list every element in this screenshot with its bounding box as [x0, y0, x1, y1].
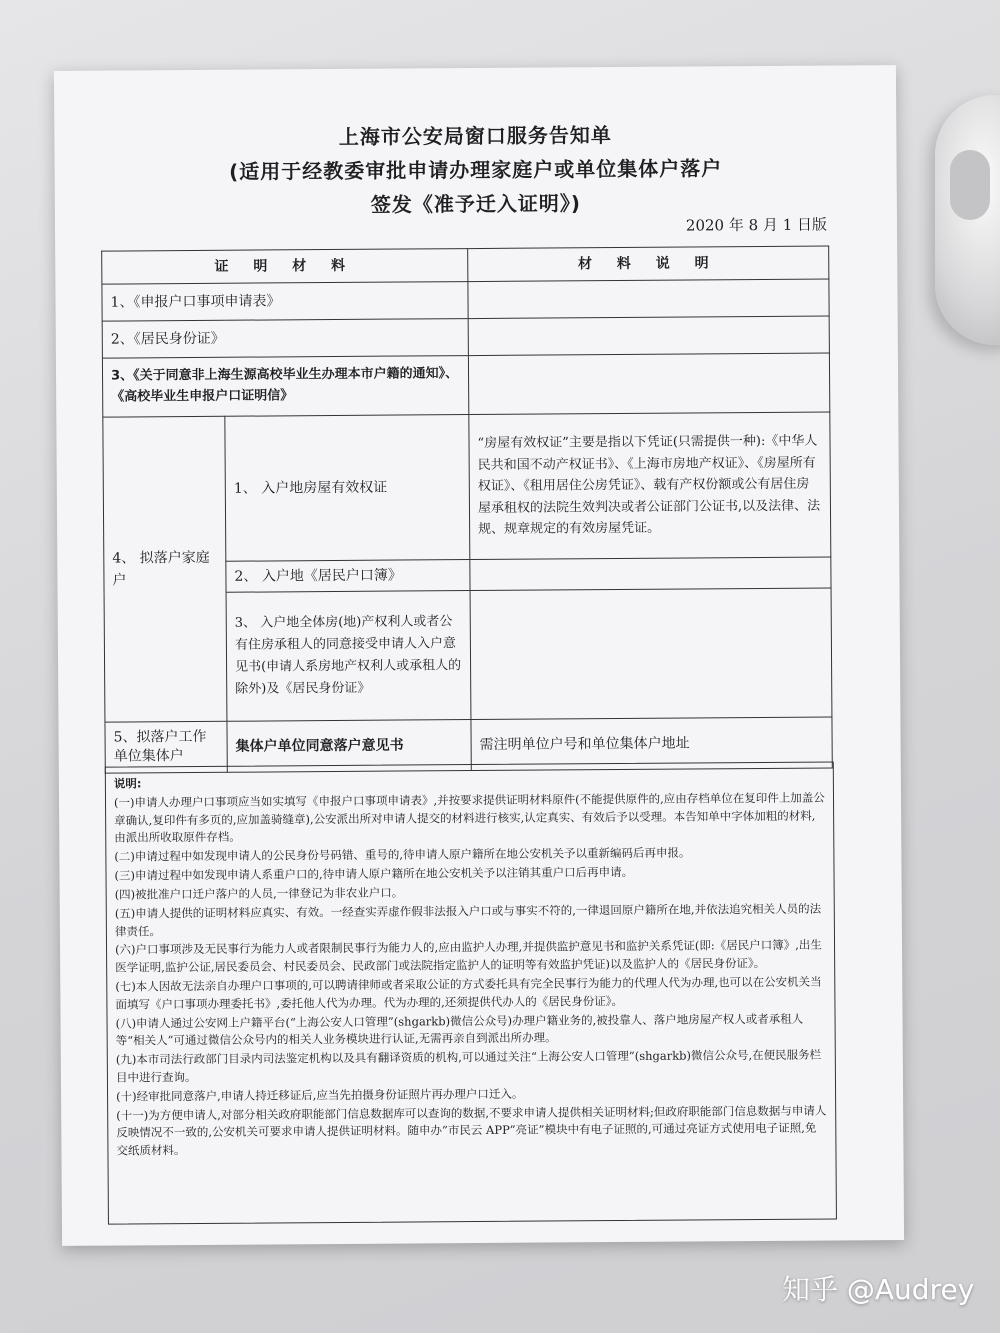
materials-table: [101, 246, 833, 774]
row2-material: 2、《居民身份证》: [102, 319, 468, 359]
row4-sub1-material: 1、 入户地房屋有效权证: [225, 415, 470, 562]
row5-desc: 需注明单位户号和单位集体户地址: [471, 717, 832, 771]
row4-sub1-desc: “房屋有效权证”主要是指以下凭证(只需提供一种):《中华人民共和国不动产权证书》、《上海市房地产权证》、《房屋所有权证》、《租用居住公房凭证》、载有产权份额或公有居住房屋承租权的法院生效判决或者公证部门公证书,以及法律、法规、规章规定的有效房屋凭证。: [469, 412, 831, 560]
row3-material: 3、《关于同意非上海生源高校毕业生办理本市户籍的通知》、《高校毕业生申报户口证明信》: [102, 356, 468, 418]
notice-paper: [54, 65, 904, 1246]
notes-title: 说明:: [113, 776, 142, 791]
header-description: 材 料 说 明: [468, 246, 829, 282]
edition-date: 2020 年 8 月 1 日版: [685, 215, 828, 235]
row4-sub3-desc: [470, 588, 832, 720]
row1-material: 1、《申报户口事项申请表》: [102, 282, 468, 322]
table-row: [102, 279, 829, 321]
doc-subtitle: (适用于经教委审批申请办理家庭户或单位集体户落户: [228, 156, 723, 184]
note-1: (一)申请人办理户口事项应当如实填写《申报户口事项申请表》,并按要求提供证明材料原件(不能提供原件的,应由存档单位在复印件上加盖公章确认,复印件有多页的,应加盖骑缝章),公安派出所对申请人提交的材料进行核实,认定真实、有效后予以受理。本告知单中字体加粗的材料,由派出所收取原件存档。: [113, 790, 825, 845]
doc-subtitle-2: 签发《准予迁入证明》): [370, 191, 581, 217]
table-row: [103, 412, 831, 562]
mouse-wheel: [950, 150, 990, 220]
table-row: [102, 353, 829, 417]
note-3: (三)申请过程中如发现申请人系重户口的,待申请人原户籍所在地公安机关予以注销其重户口后再申请。: [114, 864, 634, 883]
zhihu-watermark: 知乎 @Audrey: [782, 1273, 975, 1306]
note-7: (七)本人因故无法亲自办理户口事项的,可以聘请律师或者采取公证的方式委托具有完全民事行为能力的代理人代为办理,也可以在公安机关当面填写《户口事项办理委托书》,委托他人代为办理。代为办理的,还须提供代办人的《居民身份证》。: [115, 974, 822, 1012]
row4-sub2-desc: [470, 557, 831, 591]
note-11: (十一)为方便申请人,对部分相关政府职能部门信息数据库可以查询的数据,不要求申请人提供相关证明材料;但政府职能部门信息数据与申请人反映情况不一致的,公安机关可要求申请人提供证明材料。随申办”市民云 APP”亮证”模块中有电子证照的,可通过亮证方式使用电子证照,免交纸质材料。: [116, 1103, 827, 1158]
note-9: (九)本市司法行政部门目录内司法鉴定机构以及具有翻译资质的机构,可以通过关注“上海公安人口管理”(shgarkb)微信公众号,在便民服务栏目中进行查询。: [115, 1047, 822, 1085]
table-header-row: [102, 246, 829, 284]
note-6: (六)户口事项涉及无民事行为能力人或者限制民事行为能力人的,应由监护人办理,并提供监护意见书和监护关系凭证(即:《居民户口簿》,出生医学证明,监护公证,居民委员会、村民委员会、民政部门或法院指定监护人的证明等有效监护凭证)以及监护人的《居民身份证》。: [114, 937, 822, 975]
note-4: (四)被批准户口迁户落户的人员,一律登记为非农业户口。: [114, 885, 404, 902]
header-materials: 证 明 材 料: [102, 249, 468, 285]
row3-desc: [468, 353, 829, 415]
note-5: (五)申请人提供的证明材料应真实、有效。一经查实弄虚作假非法报入户口或与事实不符的,一律退回原户籍所在地,并依法追究相关人员的法律责任。: [114, 901, 822, 939]
row2-desc: [468, 316, 829, 356]
row5-material: 集体户单位同意落户意见书: [227, 720, 471, 773]
table-row: [102, 316, 829, 358]
note-8: (八)申请人通过公安网上户籍平台(“上海公安人口管理”(shgarkb)微信公众号)办理户籍业务的,被投靠人、落户地房屋产权人或者承租人等“相关人”可通过微信公众号内的相关人业务模块进行认证,无需再亲自到派出所办理。: [115, 1011, 804, 1048]
row5-label: 5、拟落户工作单位集体户: [105, 722, 227, 774]
row4-sub3-material: 3、 入户地全体房(地)产权利人或者公有住房承租人的同意接受申请人入户意见书(申请人系房地产权利人或承租人的除外)及《居民身份证》: [226, 591, 471, 722]
row4-label: 4、 拟落户家庭户: [103, 416, 227, 722]
note-2: (二)申请过程中如发现申请人的公民身份号码错、重号的,待申请人原户籍所在地公安机关予以重新编码后再申报。: [114, 845, 691, 864]
note-10: (十)经审批同意落户,申请人持迁移证后,应当先拍摄身份证照片再办理户口迁入。: [116, 1086, 524, 1104]
doc-title: 上海市公安局窗口服务告知单: [338, 123, 612, 149]
notes-section: [105, 762, 837, 1225]
computer-mouse: [935, 95, 1000, 345]
row1-desc: [468, 279, 829, 319]
row4-sub2-material: 2、 入户地《居民户口簿》: [226, 560, 470, 593]
